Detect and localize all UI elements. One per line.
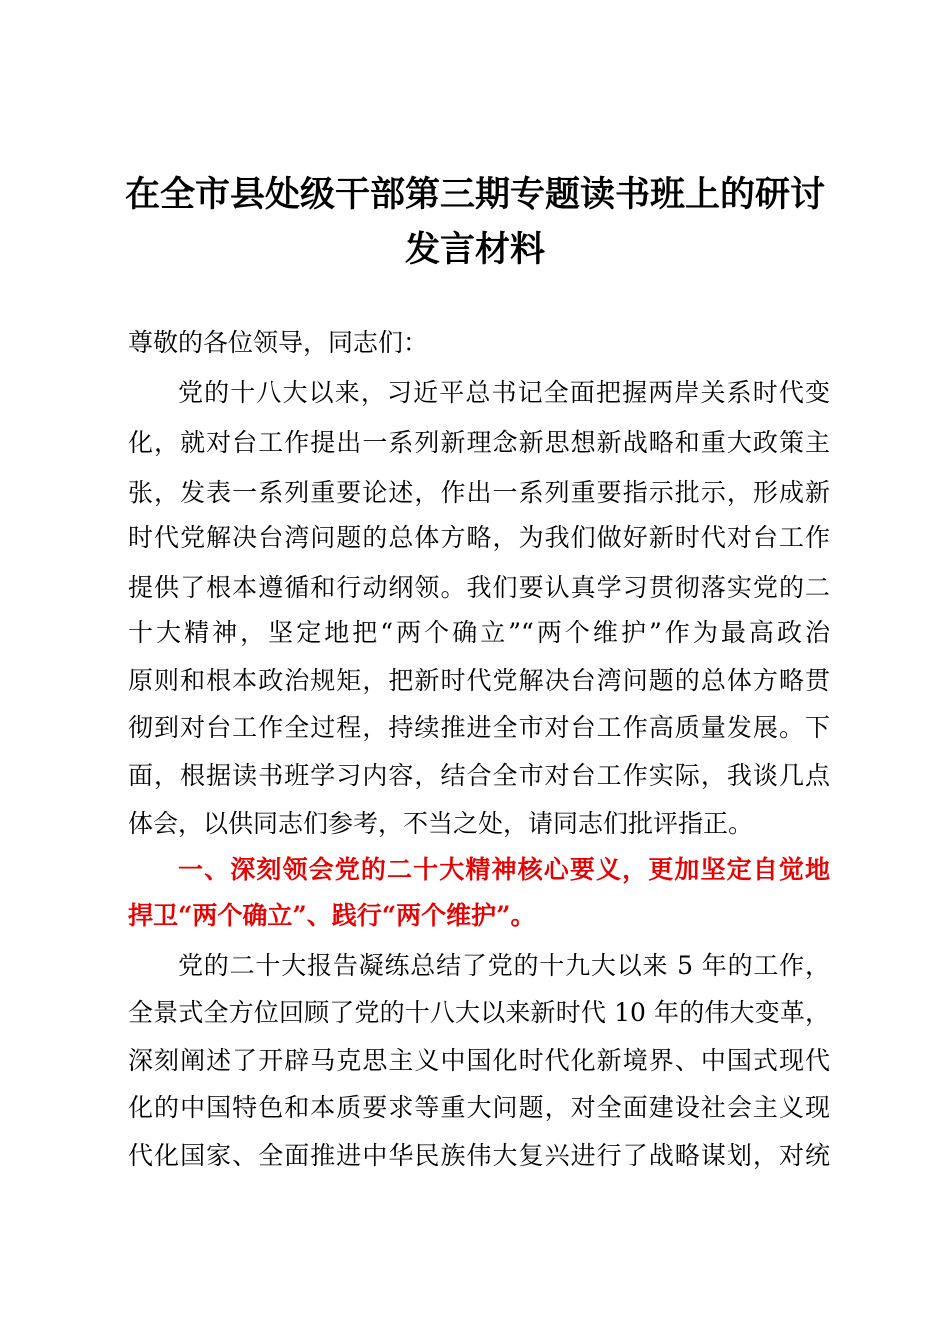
paragraph-1-line: 提供了根本遵循和行动纲领。我们要认真学习贯彻落实党的二 xyxy=(128,573,830,602)
paragraph-2-line: 化的中国特色和本质要求等重大问题，对全面建设社会主义现 xyxy=(128,1093,830,1122)
section-heading-line: 一、深刻领会党的二十大精神核心要义，更加坚定自觉地 xyxy=(178,855,830,884)
section-heading-line: 捍卫“两个确立”、践行“两个维护”。 xyxy=(128,901,536,930)
paragraph-1-line: 面，根据读书班学习内容，结合全市对台工作实际，我谈几点 xyxy=(128,761,830,790)
paragraph-1-line: 张，发表一系列重要论述，作出一系列重要指示批示，形成新 xyxy=(128,478,830,507)
paragraph-1-line: 十大精神，坚定地把“两个确立”“两个维护”作为最高政治 xyxy=(128,618,830,647)
paragraph-1-line: 时代党解决台湾问题的总体方略，为我们做好新时代对台工作 xyxy=(128,523,830,552)
paragraph-1-line: 体会，以供同志们参考，不当之处，请同志们批评指正。 xyxy=(128,809,754,838)
paragraph-2-line: 深刻阐述了开辟马克思主义中国化时代化新境界、中国式现代 xyxy=(128,1046,830,1075)
paragraph-2-line: 全景式全方位回顾了党的十八大以来新时代 10 年的伟大变革， xyxy=(128,998,830,1027)
document-title-line-1: 在全市县处级干部第三期专题读书班上的研讨 xyxy=(124,174,825,215)
paragraph-2-line: 代化国家、全面推进中华民族伟大复兴进行了战略谋划，对统 xyxy=(128,1141,830,1170)
paragraph-1-line: 彻到对台工作全过程，持续推进全市对台工作高质量发展。下 xyxy=(128,713,830,742)
document-title-line-2: 发言材料 xyxy=(404,229,545,270)
paragraph-2-line: 党的二十大报告凝练总结了党的十九大以来 5 年的工作， xyxy=(178,951,830,980)
salutation: 尊敬的各位领导，同志们： xyxy=(128,328,429,357)
paragraph-1-line: 党的十八大以来，习近平总书记全面把握两岸关系时代变 xyxy=(178,378,830,407)
paragraph-1-line: 化，就对台工作提出一系列新理念新思想新战略和重大政策主 xyxy=(128,428,830,457)
paragraph-1-line: 原则和根本政治规矩，把新时代党解决台湾问题的总体方略贯 xyxy=(128,666,830,695)
